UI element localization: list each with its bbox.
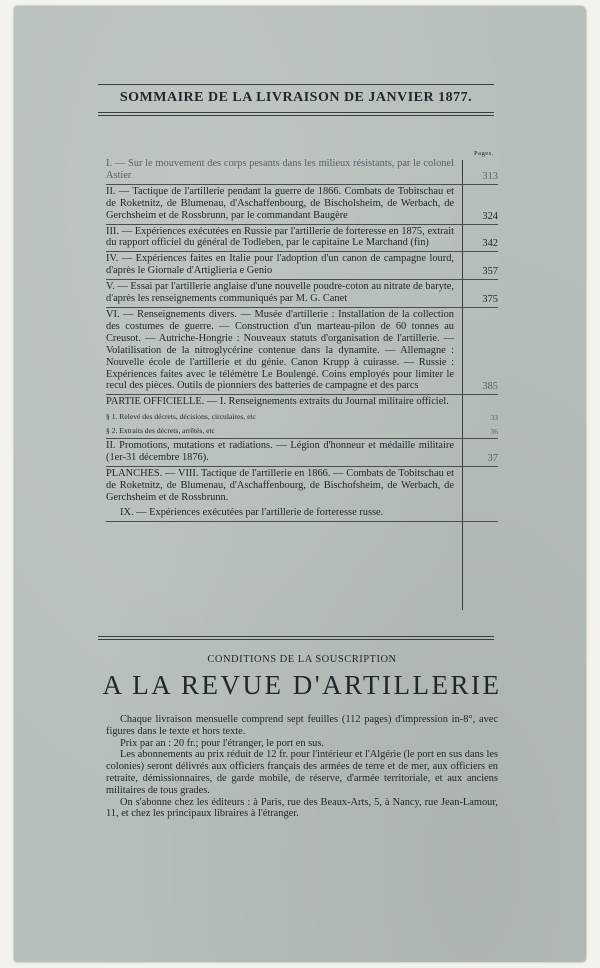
pages-column-label: Pages.	[474, 150, 494, 157]
top-rule	[98, 84, 494, 85]
toc-entry-page: 313	[482, 170, 498, 182]
title-rule	[98, 112, 494, 113]
toc-entry	[106, 281, 498, 308]
toc-entry	[106, 186, 498, 225]
toc-entry-text: III. — Expériences exécutées en Russie par l'artillerie de forteresse en 1875, extrait du rapport officiel du général de Todleben, par le capitaine Le Marchand (fin)	[106, 225, 454, 249]
conditions-text	[106, 714, 498, 820]
toc-entry-page: 342	[482, 238, 498, 250]
section-divider	[98, 636, 494, 637]
toc-entry-text: PARTIE OFFICIELLE. — I. Renseignements extraits du Journal militaire officiel.	[106, 396, 449, 408]
toc-entry	[106, 440, 498, 467]
toc-entry	[106, 309, 498, 395]
toc-entry-text: IV. — Expériences faites en Italie pour l'adoption d'un canon de campagne lourd, d'après le Giornale d'Artiglieria e Genio	[106, 253, 454, 277]
toc-entry-page: 33	[490, 413, 498, 423]
toc-entry	[106, 396, 498, 410]
toc-entry-page: 37	[487, 453, 498, 465]
toc-entry	[106, 468, 498, 506]
revue-title: A LA REVUE D'ARTILLERIE	[102, 670, 502, 700]
toc-entry	[106, 253, 498, 280]
toc-entry-text: V. — Essai par l'artillerie anglaise d'une nouvelle poudre-coton au nitrate de baryte, d'après les renseignements communiqués par M. G. Canet	[106, 281, 454, 305]
toc-entry-page: 375	[482, 294, 498, 306]
toc-entry-text: II. Promotions, mutations et radiations. — Légion d'honneur et médaille militaire (1er-31 décembre 1876).	[106, 440, 454, 464]
toc-entry-text: § 1. Relevé des décrets, décisions, circulaires, etc	[106, 412, 256, 422]
toc-entry-text: I. — Sur le mouvement des corps pesants dans les milieux résistants, par le colonel Astier	[106, 158, 454, 181]
conditions-paragraph: On s'abonne chez les éditeurs : à Paris, rue des Beaux-Arts, 5, à Nancy, rue Jean-Lamour, 11, et chez les principaux libraires à l'étranger.	[106, 796, 498, 820]
toc-entry-text: II. — Tactique de l'artillerie pendant la guerre de 1866. Combats de Tobitschau et de Roketnitz, de Blumenau, d'Aschaffenbourg, de Bischolsheim, de Werbach, de Gerchsheim et de Rossbrunn, par le commandant Baugère	[106, 185, 454, 221]
conditions-paragraph: Les abonnements au prix réduit de 12 fr. pour l'intérieur et l'Algérie (le port en sus dans les colonies) seront délivrés aux officiers français des armées de terre et de mer, aux officiers en retraite, démissionnaires, de garde mobile, de réserve, d'armée territoriale, et aux anciens militaires de tous grades.	[106, 749, 498, 796]
toc-entry-page: 36	[490, 427, 498, 437]
toc-entry	[106, 411, 498, 424]
conditions-paragraph: Chaque livraison mensuelle comprend sept feuilles (112 pages) d'impression in-8°, avec figures dans le texte et hors texte.	[106, 714, 498, 737]
toc-entry-text: PLANCHES. — VIII. Tactique de l'artillerie en 1866. — Combats de Tobitschau et de Roketnitz, de Blumenau, d'Aschaffenbourg, de Bischofsheim, de Werbach, de Gerchsheim et de Rossbrunn.	[106, 468, 454, 503]
toc-entry-text: IX. — Expériences exécutées par l'artillerie de forteresse russe.	[120, 506, 384, 518]
toc-entry-text: VI. — Renseignements divers. — Musée d'artillerie : Installation de la collection des costumes de guerre. — Construction d'un marteau-pilon de 60 tonnes au Creusot. — Autriche-Hongrie : Nouveaux statuts d'organisation de l'artillerie. — Volatilisation de la nitroglycérine contenue dans la dynamite. — Allemagne : Nouvelle école de l'artillerie et du génie. Canon Krupp à cuirasse. — Russie : Expériences faites avec le télémètre Le Boulengé. Coins employés pour limiter le recul des pièces. Outils de pionniers des batteries de campagne et des parcs	[106, 308, 454, 392]
toc-entry-text: § 2. Extraits des décrets, arrêtés, etc	[106, 426, 216, 436]
toc-entry	[106, 226, 498, 253]
section-divider-thin	[98, 639, 494, 640]
toc-entry	[106, 158, 498, 185]
table-of-contents	[106, 158, 498, 523]
toc-entry	[106, 425, 498, 439]
conditions-heading: CONDITIONS DE LA SOUSCRIPTION	[207, 654, 397, 665]
conditions-paragraph: Prix par an : 20 fr.; pour l'étranger, le port en sus.	[120, 737, 325, 749]
title-rule-thin	[98, 115, 494, 116]
toc-entry	[106, 507, 498, 522]
page-title: SOMMAIRE DE LA LIVRAISON DE JANVIER 1877.	[119, 90, 473, 105]
toc-entry-page: 357	[482, 266, 498, 278]
toc-entry-page: 385	[482, 381, 498, 393]
toc-entry-page: 324	[482, 210, 498, 222]
